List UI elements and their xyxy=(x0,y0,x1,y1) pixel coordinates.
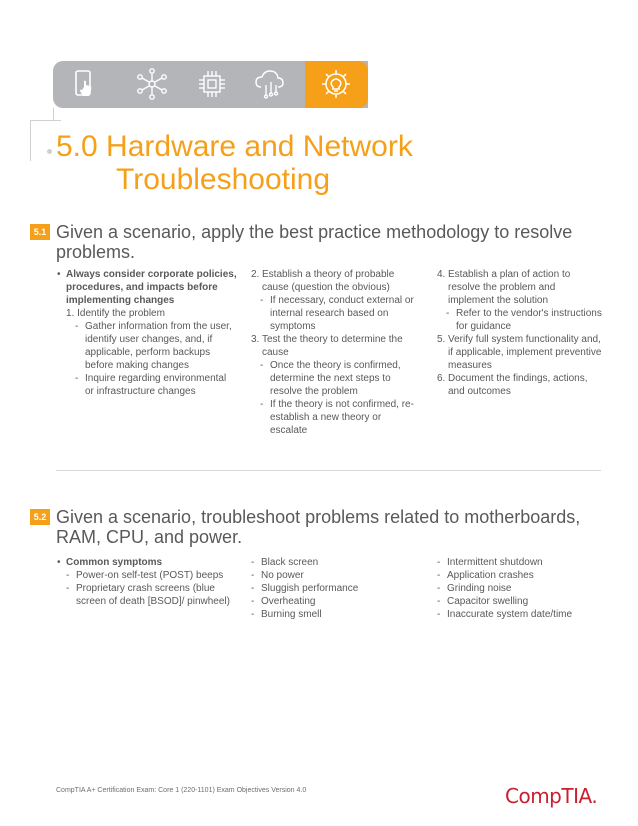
active-domain-tab xyxy=(305,61,368,108)
step-1: 1. Identify the problem xyxy=(66,308,165,319)
symptom-item: Capacitor swelling xyxy=(447,596,529,607)
step-2-sub-1: If necessary, conduct external or internal research based on symptoms xyxy=(270,295,414,332)
step-6: Document the findings, actions, and outcomes xyxy=(448,373,588,397)
decorative-dot xyxy=(47,149,52,154)
step-1-sub-2: Inquire regarding environmental or infrastructure changes xyxy=(85,373,227,397)
symptom-item: No power xyxy=(261,570,304,581)
section1-column-2: 2. Establish a theory of probable cause (question the obvious) - If necessary, conduct external or internal research based on symptoms 3. Test the theory to determine the cause - Once the theory is confirmed, determine the next steps to resolve the problem - If the theory is not confirmed, re-establish a new theory or escalate xyxy=(251,268,416,437)
section-heading: Given a scenario, troubleshoot problems related to motherboards, RAM, CPU, and power. xyxy=(56,507,581,547)
section-divider xyxy=(56,470,601,471)
step-2: Establish a theory of probable cause (question the obvious) xyxy=(262,269,395,293)
section1-column-1: • Always consider corporate policies, procedures, and impacts before implementing changes 1. Identify the problem - Gather information from the user, identify user changes, and, if applicable, perform backups before making changes - Inquire regarding environmental or infrastructure changes xyxy=(57,269,237,397)
section2-column-3: - Intermittent shutdown - Application crashes - Grinding noise - Capacitor swelling - Inaccurate system date/time xyxy=(437,557,573,620)
bullet-marker: • xyxy=(57,557,61,568)
step-3-sub-1: Once the theory is confirmed, determine the next steps to resolve the problem xyxy=(270,360,401,397)
section-heading: Given a scenario, apply the best practice methodology to resolve problems. xyxy=(56,222,573,262)
step-number: 5. xyxy=(437,334,446,345)
symptom-item: Power-on self-test (POST) beeps xyxy=(76,570,224,581)
title-line-2: Troubleshooting xyxy=(116,163,331,196)
step-number: 6. xyxy=(437,373,446,384)
step-number: 4. xyxy=(437,269,446,280)
step-4-sub-1: Refer to the vendor's instructions for guidance xyxy=(456,308,602,332)
section-number-badge: 5.2 xyxy=(30,509,50,525)
title-line-1: 5.0 Hardware and Network xyxy=(56,130,413,163)
cloud-icon xyxy=(253,67,287,101)
page-title xyxy=(56,130,616,196)
chip-icon xyxy=(195,67,229,101)
step-number: 2. xyxy=(251,269,260,280)
symptom-item: Burning smell xyxy=(261,609,322,620)
section2-column-1: • Common symptoms - Power-on self-test (POST) beeps - Proprietary crash screens (blue screen of death [BSOD]/ pinwheel) xyxy=(57,556,237,608)
gear-lightbulb-icon xyxy=(319,67,353,101)
bold-note: Always consider corporate policies, procedures, and impacts before implementing changes xyxy=(66,269,237,306)
symptom-item: Sluggish performance xyxy=(261,583,359,594)
mobile-touch-icon xyxy=(67,67,101,101)
section2-column-2: - Black screen - No power - Sluggish performance - Overheating - Burning smell xyxy=(251,557,359,620)
step-1-sub-1: Gather information from the user, identify user changes, and, if applicable, perform backups before making changes xyxy=(85,321,232,371)
common-symptoms-label: Common symptoms xyxy=(66,557,163,568)
symptom-item: Grinding noise xyxy=(447,583,512,594)
symptom-item: Black screen xyxy=(261,557,319,568)
bullet-marker: • xyxy=(57,269,61,280)
section-number-badge: 5.1 xyxy=(30,224,50,240)
step-number: 3. xyxy=(251,334,260,345)
symptom-item: Inaccurate system date/time xyxy=(447,609,573,620)
network-nodes-icon xyxy=(135,67,169,101)
comptia-logo: CompTIA. xyxy=(505,784,598,808)
step-4: Establish a plan of action to resolve the problem and implement the solution xyxy=(448,269,571,306)
step-3-sub-2: If the theory is not confirmed, re-establish a new theory or escalate xyxy=(270,399,414,436)
step-5: Verify full system functionality and, if applicable, implement preventive measures xyxy=(448,334,602,371)
symptom-item: Proprietary crash screens (blue screen of death [BSOD]/ pinwheel) xyxy=(76,583,230,607)
symptom-item: Application crashes xyxy=(447,570,534,581)
symptom-item: Intermittent shutdown xyxy=(447,557,543,568)
footer-text: CompTIA A+ Certification Exam: Core 1 (220-1101) Exam Objectives Version 4.0 xyxy=(56,787,307,794)
domain-icon-bar xyxy=(53,61,368,108)
step-3: Test the theory to determine the cause xyxy=(262,334,403,358)
section1-column-3: 4. Establish a plan of action to resolve the problem and implement the solution - Refer to the vendor's instructions for guidance 5. Verify full system functionality and, if applicable, implement preventive measures 6. Document the findings, actions, and outcomes xyxy=(437,269,602,397)
symptom-item: Overheating xyxy=(261,596,316,607)
